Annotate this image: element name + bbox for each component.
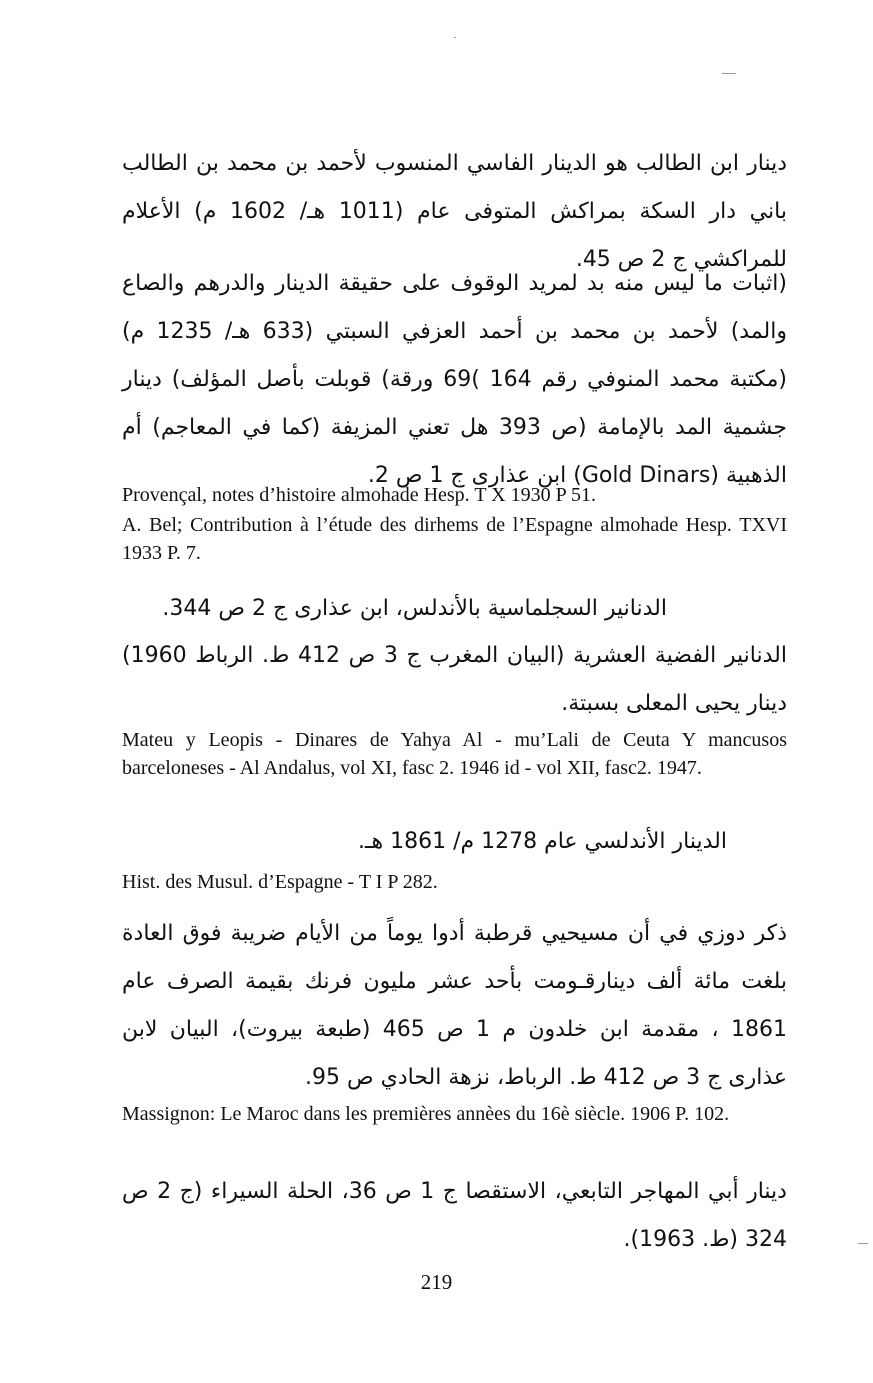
scan-speck: [858, 1243, 868, 1244]
reference-hist-musulmans: Hist. des Musul. d’Espagne - T I P 282.: [122, 871, 438, 893]
arabic-paragraph-dozy-cordoba: ذكر دوزي في أن مسيحيي قرطبة أدوا يوماً من الأيام ضريبة فوق العادة بلغت مائة ألف دينارقـومت بأحد عشر مليون فرنك بقيمة الصرف عام 1861 ، مقدمة ابن خلدون م 1 ص 465 (طبعة بيروت)، البيان لابن عذارى ج 3 ص 412 ط. الرباط، نزهة الحادي ص 95.: [122, 921, 787, 1090]
scan-speck: [454, 37, 456, 38]
page-number: 219: [420, 1270, 453, 1294]
arabic-paragraph-sijilmasa-dinars: الدنانير السجلماسية بالأندلس، ابن عذارى ج 2 ص 344.: [162, 596, 667, 621]
arabic-paragraph-andalusian-dinar: الدينار الأندلسي عام 1278 م/ 1861 هـ.: [358, 829, 727, 854]
reference-provencal: Provençal, notes d’histoire almohade Hesp. T X 1930 P 51.: [122, 484, 597, 506]
arabic-paragraph-silver-dinars: الدنانير الفضية العشرية (البيان المغرب ج 3 ص 412 ط. الرباط 1960) دينار يحيى المعلى بسبتة.: [122, 643, 787, 716]
arabic-paragraph-abi-muhajir-dinar: دينار أبي المهاجر التابعي، الاستقصا ج 1 ص 36، الحلة السيراء (ج 2 ص 324 (ط. 1963).: [122, 1179, 787, 1252]
reference-mateu-y-leopis: Mateu y Leopis - Dinares de Yahya Al - mu’Lali de Ceuta Y mancusos barceloneses - Al Andalus, vol XI, fasc 2. 1946 id - vol XII, fasc2. 1947.: [122, 729, 787, 779]
arabic-paragraph-ibn-talib-dinar: دينار ابن الطالب هو الدينار الفاسي المنسوب لأحمد بن محمد بن الطالب باني دار السكة بمراكش المتوفى عام (1011 هـ/ 1602 م) الأعلام للمراكشي ج 2 ص 45.: [122, 151, 787, 272]
reference-bel: A. Bel; Contribution à l’étude des dirhems de l’Espagne almohade Hesp. TXVI 1933 P. 7.: [122, 514, 787, 564]
scan-speck: [722, 73, 736, 74]
reference-massignon: Massignon: Le Maroc dans les premières annèes du 16è siècle. 1906 P. 102.: [122, 1103, 730, 1125]
arabic-paragraph-azafi-treatise: (اثبات ما ليس منه بد لمريد الوقوف على حقيقة الدينار والدرهم والصاع والمد) لأحمد بن محمد بن أحمد العزفي السبتي (633 هـ/ 1235 م) (مكتبة محمد المنوفي رقم 164 )69 ورقة) قوبلت بأصل المؤلف) دينار جشمية المد بالإمامة (ص 393 هل تعني المزيفة (كما في المعاجم) أم الذهبية (Gold Dinars) ابن عذارى ج 1 ص 2.: [122, 271, 787, 488]
